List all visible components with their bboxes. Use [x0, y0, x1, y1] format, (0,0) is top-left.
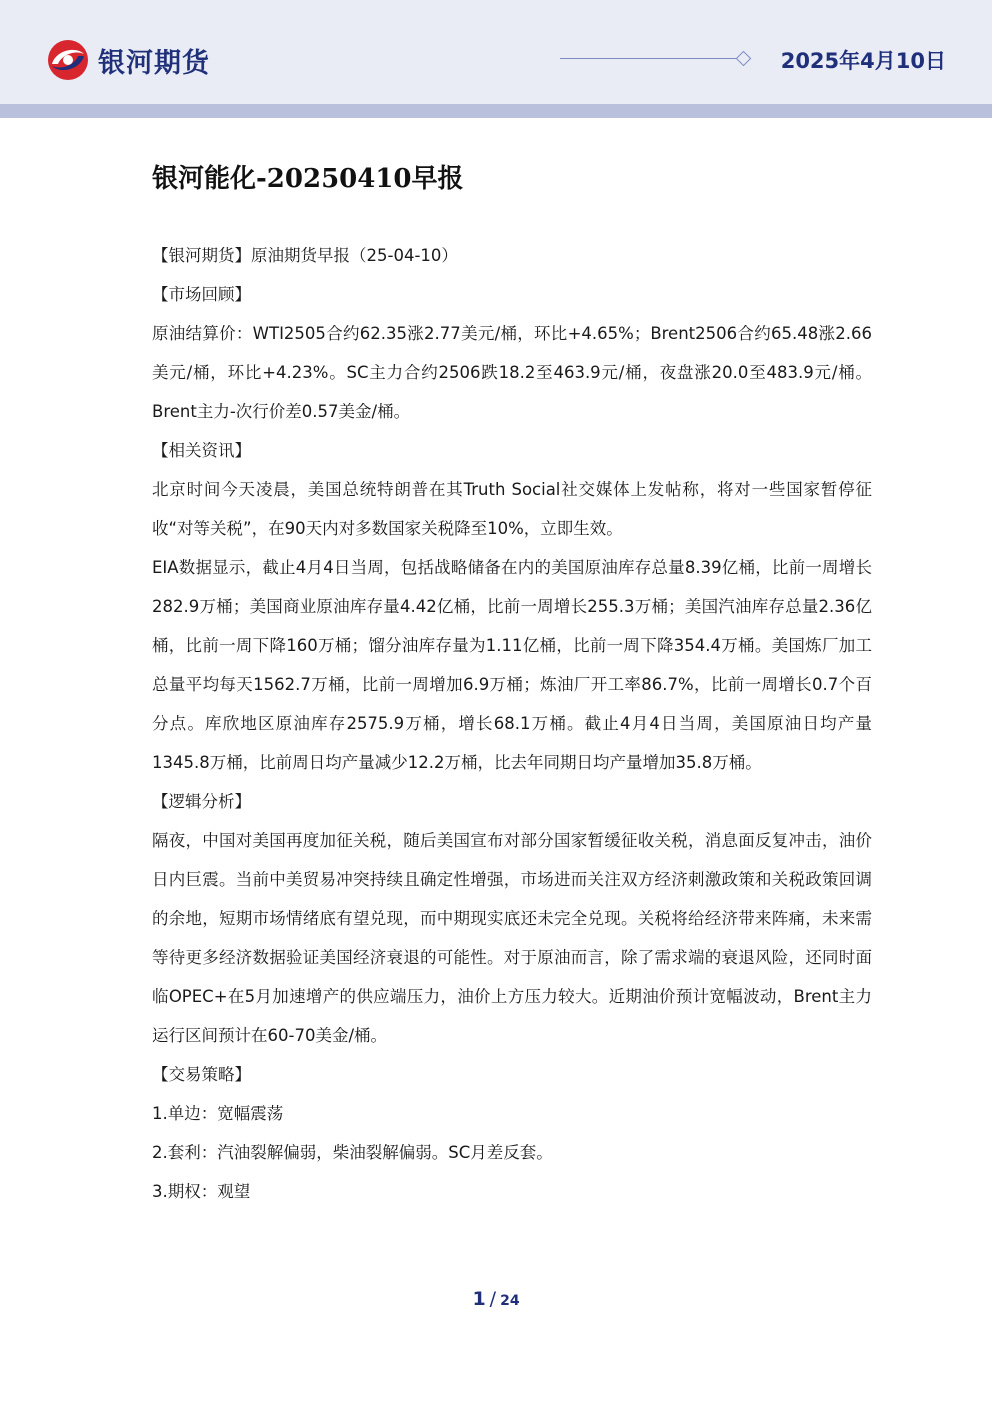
section-heading-related-news: 【相关资讯】 [152, 441, 251, 460]
page-separator: / [489, 1288, 497, 1310]
header-accent-bar [0, 104, 992, 118]
page-number [0, 1288, 992, 1310]
company-logo [46, 38, 210, 82]
logic-analysis-paragraph: 隔夜，中国对美国再度加征关税，随后美国宣布对部分国家暂缓征收关税，消息面反复冲击，油价日内巨震。当前中美贸易冲突持续且确定性增强，市场进而关注双方经济刺激政策和关税政策回调的余地，短期市场情绪底有望兑现，而中期现实底还未完全兑现。关税将给经济带来阵痛，未来需等待更多经济数据验证美国经济衰退的可能性。对于原油而言，除了需求端的衰退风险，还同时面临OPEC+在5月加速增产的供应端压力，油价上方压力较大。近期油价预计宽幅波动，Brent主力运行区间预计在60-70美金/桶。 [152, 831, 872, 1045]
company-name: 银河期货 [98, 47, 210, 79]
section-heading-logic-analysis: 【逻辑分析】 [152, 792, 251, 811]
strategy-item-options: 3.期权：观望 [152, 1182, 251, 1201]
current-page-number: 1 [472, 1288, 486, 1310]
strategy-item-single-side: 1.单边：宽幅震荡 [152, 1104, 284, 1123]
diamond-icon [736, 51, 752, 67]
report-date: 2025年4月10日 [780, 49, 946, 73]
section-heading-market-review: 【市场回顾】 [152, 285, 251, 304]
report-heading: 【银河期货】原油期货早报（25-04-10） [152, 246, 458, 265]
total-pages-number: 24 [500, 1293, 520, 1309]
header-divider-line [560, 58, 738, 59]
galaxy-swirl-logo-icon [46, 38, 90, 82]
news-paragraph-tariff: 北京时间今天凌晨，美国总统特朗普在其Truth Social社交媒体上发帖称，将对一些国家暂停征收“对等关税”，在90天内对多数国家关税降至10%，立即生效。 [152, 480, 872, 538]
document-title: 银河能化-20250410早报 [152, 164, 464, 194]
news-paragraph-eia: EIA数据显示，截止4月4日当周，包括战略储备在内的美国原油库存总量8.39亿桶，比前一周增长282.9万桶；美国商业原油库存量4.42亿桶，比前一周增长255.3万桶；美国汽油库存总量2.36亿桶，比前一周下降160万桶；馏分油库存量为1.11亿桶，比前一周下降354.4万桶。美国炼厂加工总量平均每天1562.7万桶，比前一周增加6.9万桶；炼油厂开工率86.7%，比前一周增长0.7个百分点。库欣地区原油库存2575.9万桶，增长68.1万桶。截止4月4日当周，美国原油日均产量1345.8万桶，比前周日均产量减少12.2万桶，比去年同期日均产量增加35.8万桶。 [152, 558, 872, 772]
strategy-item-arbitrage: 2.套利：汽油裂解偏弱，柴油裂解偏弱。SC月差反套。 [152, 1143, 553, 1162]
section-heading-trading-strategy: 【交易策略】 [152, 1065, 251, 1084]
page-header [0, 0, 992, 104]
document-body [152, 236, 872, 1211]
market-review-paragraph: 原油结算价：WTI2505合约62.35涨2.77美元/桶，环比+4.65%；Brent2506合约65.48涨2.66美元/桶，环比+4.23%。SC主力合约2506跌18.2至463.9元/桶，夜盘涨20.0至483.9元/桶。Brent主力-次行价差0.57美金/桶。 [152, 324, 872, 421]
